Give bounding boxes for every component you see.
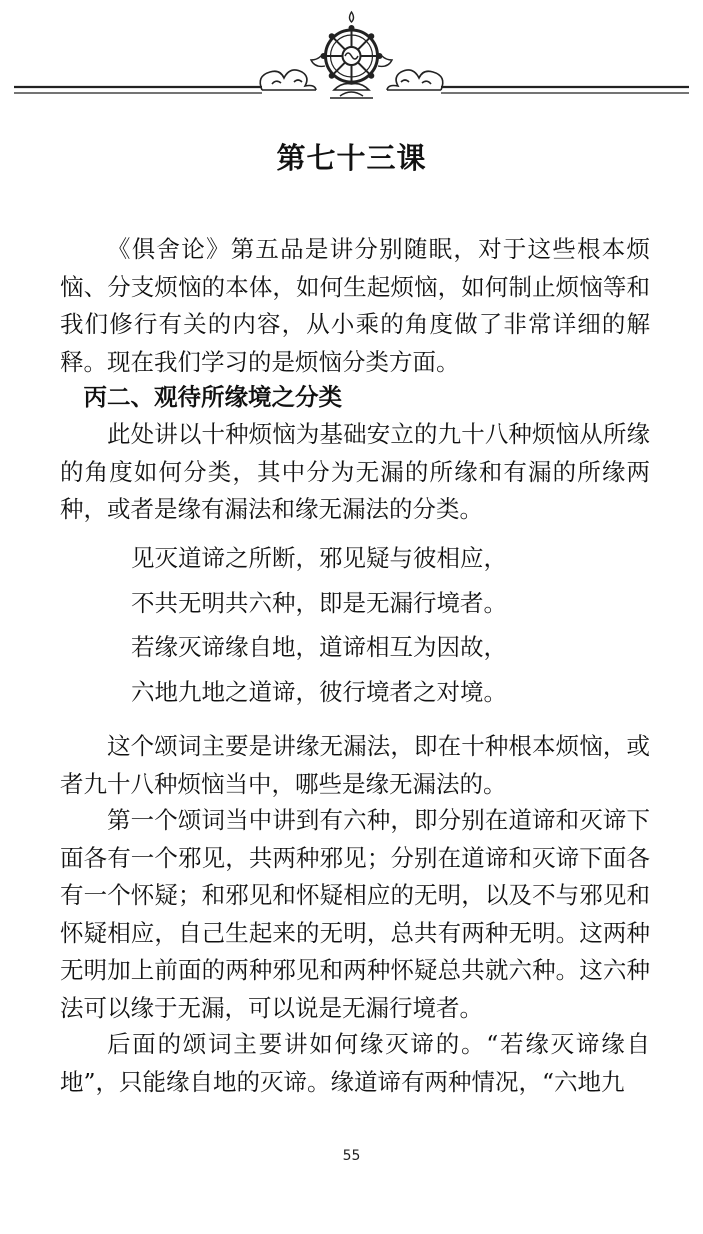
paragraph-classification: 此处讲以十种烦恼为基础安立的九十八种烦恼从所缘的角度如何分类，其中分为无漏的所缘和有漏的所缘两种，或者是缘有漏法和缘无漏法的分类。 [60,420,650,523]
paragraph-second-verse: 后面的颂词主要讲如何缘灭谛的。“若缘灭谛缘自地”，只能缘自地的灭谛。缘道谛有两种情况，“六地九 [60,1030,650,1096]
cloud-scroll-left-icon [260,70,316,90]
dharma-wheel-icon [311,12,392,98]
section-heading: 丙二、观待所缘境之分类 [83,383,342,411]
header-rule-left [14,87,262,93]
paragraph-intro: 《俱舍论》第五品是讲分别随眠，对于这些根本烦恼、分支烦恼的本体，如何生起烦恼，如何制止烦恼等和我们修行有关的内容，从小乘的角度做了非常详细的解释。现在我们学习的是烦恼分类方面。 [60,235,650,376]
verse-line-3: 若缘灭谛缘自地，道谛相互为因故， [131,633,507,661]
header-ornament [0,0,703,110]
page-number: 55 [342,1148,361,1164]
lesson-title: 第七十三课 [276,141,427,175]
paragraph-first-verse: 第一个颂词当中讲到有六种，即分别在道谛和灭谛下面各有一个邪见，共两种邪见；分别在道谛和灭谛下面各有一个怀疑；和邪见和怀疑相应的无明，以及不与邪见和怀疑相应，自己生起来的无明，总共有两种无明。这两种无明加上前面的两种邪见和两种怀疑总共就六种。这六种法可以缘于无漏，可以说是无漏行境者。 [60,806,650,1022]
verse-line-2: 不共无明共六种，即是无漏行境者。 [131,588,507,617]
header-rule-right [441,87,689,93]
verse-block [131,536,651,714]
paragraph-verse-explanation: 这个颂词主要是讲缘无漏法，即在十种根本烦恼，或者九十八种烦恼当中，哪些是缘无漏法的。 [60,732,650,798]
verse-line-4: 六地九地之道谛，彼行境者之对境。 [131,677,507,706]
verse-line-1: 见灭道谛之所断，邪见疑与彼相应， [131,544,507,572]
cloud-scroll-right-icon [387,70,443,90]
